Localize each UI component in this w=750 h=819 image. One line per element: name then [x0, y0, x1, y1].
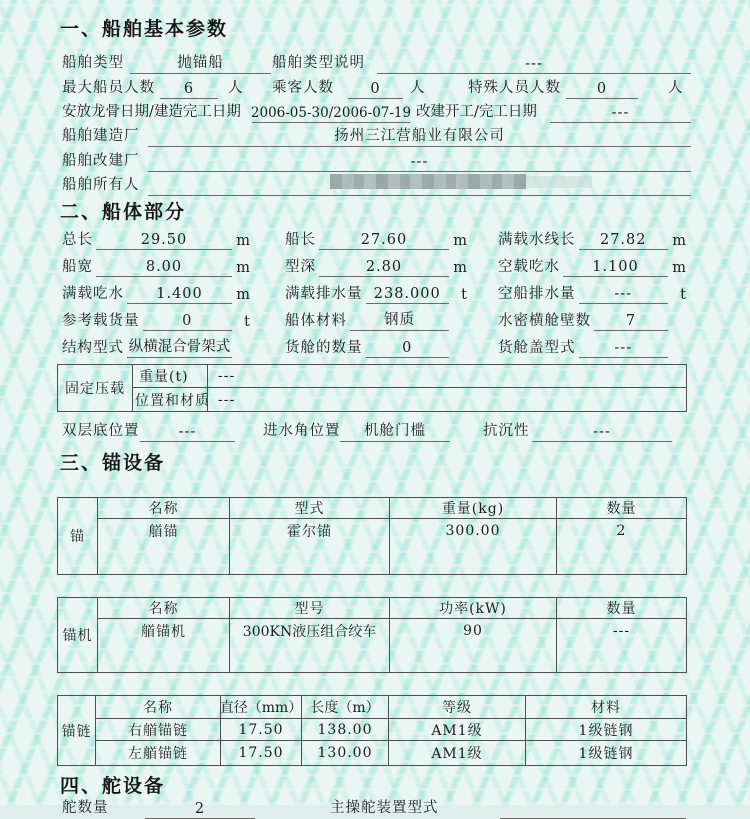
hull-field-value: 0 [366, 340, 450, 358]
double-bottom-label: 双层底位置 [62, 423, 140, 439]
chain-table-cell: AM1级 [388, 741, 525, 765]
anchor-table-cell: 霍尔锚 [229, 519, 389, 543]
hull-field-label: 空船排水量 [498, 286, 576, 302]
hull-column-2 [285, 228, 467, 363]
hull-field-unit: m [236, 260, 250, 276]
hull-field-label: 空载吃水 [498, 259, 560, 275]
flooding-angle-label: 进水角位置 [263, 423, 341, 439]
hull-field-label: 船体材料 [285, 313, 347, 329]
hull-field [498, 309, 686, 331]
fixed-ballast-label: 固定压载 [58, 365, 133, 411]
max-crew-value: 6 [160, 75, 218, 99]
section-heading-rudder: 四、舵设备 [60, 775, 166, 797]
hull-field-unit [449, 357, 467, 358]
chain-table-cell: 17.50 [220, 719, 301, 741]
anchor-table-header: 数量 [556, 498, 686, 519]
ship-type-value: 抛锚船 [130, 50, 271, 74]
fixed-ballast-table [57, 364, 687, 412]
hull-field-label: 船宽 [62, 259, 93, 275]
rudder-count-label: 舵数量 [62, 800, 109, 816]
hull-field [285, 336, 467, 358]
hull-field-value: 238.000 [366, 286, 450, 304]
hull-field [62, 282, 250, 304]
section-heading-basic: 一、船舶基本参数 [60, 18, 229, 40]
rebuilder-label: 船舶改建厂 [62, 153, 140, 169]
windlass-table-header: 名称 [98, 598, 229, 619]
chain-table-header: 长度（m） [301, 696, 388, 719]
hull-field-unit [232, 357, 250, 358]
hull-field-label: 货舱的数量 [285, 340, 363, 356]
hull-field [285, 309, 467, 331]
hull-field-value: 1.400 [127, 286, 232, 304]
ship-type-desc-value: --- [377, 50, 691, 74]
passengers-value: 0 [348, 75, 403, 99]
rebuilder-value: --- [148, 148, 691, 172]
windlass-table-cell: 艏锚机 [141, 624, 186, 640]
hull-field-value: 7 [594, 313, 668, 331]
anchor-table-empty-cell [556, 543, 686, 574]
chain-table-cell: 右艏锚链 [96, 719, 220, 741]
builder-label: 船舶建造厂 [62, 128, 140, 144]
hull-field-label: 满载水线长 [498, 232, 576, 248]
passengers-label: 乘客人数 [272, 80, 334, 96]
hull-field-value: 纵横混合骨架式 [127, 335, 232, 358]
anchor-table-cell: 300.00 [389, 519, 556, 543]
keel-build-dates-label: 安放龙骨日期/建造完工日期 [62, 104, 241, 120]
steering-gear-label: 主操舵装置型式 [330, 800, 439, 816]
special-personnel-value: 0 [566, 75, 638, 99]
hull-field [62, 336, 250, 358]
hull-column-1 [62, 228, 250, 363]
hull-field-value: 2.80 [319, 259, 449, 277]
anchor-table-empty-cell [229, 543, 389, 574]
windlass-table-cell: 90 [389, 619, 556, 643]
hull-field-unit [449, 330, 467, 331]
windlass-table-empty-cell [98, 643, 229, 672]
windlass-table-cell: --- [556, 619, 686, 643]
keel-build-dates-value: 2006-05-30/2006-07-19 [252, 99, 410, 123]
anchor-table-header: 重量(kg) [389, 498, 556, 519]
owner-label: 船舶所有人 [62, 177, 140, 193]
windlass-table-row-label: 锚机 [58, 598, 98, 672]
owner-redaction-block [330, 174, 526, 189]
hull-field-unit [668, 330, 686, 331]
windlass-table [57, 597, 687, 673]
hull-field-unit: t [244, 314, 250, 330]
anchor-table-cell: 艏锚 [148, 524, 179, 540]
section-heading-hull: 二、船体部分 [60, 201, 187, 223]
hull-field-label: 船长 [285, 232, 316, 248]
hull-field-value: --- [579, 286, 669, 304]
insubmersibility-label: 抗沉性 [483, 423, 530, 439]
ballast-position-label: 位置和材质 [133, 388, 208, 411]
hull-field-label: 型深 [285, 259, 316, 275]
hull-field [498, 282, 686, 304]
windlass-table-header: 型号 [229, 598, 389, 619]
hull-field-unit: m [236, 233, 250, 249]
hull-field-unit [668, 357, 686, 358]
hull-field-unit: m [236, 287, 250, 303]
chain-table-header: 直径（mm） [220, 696, 301, 719]
builder-value: 扬州三江营船业有限公司 [148, 123, 691, 147]
special-personnel-unit: 人 [668, 80, 684, 96]
hull-field [498, 255, 686, 277]
hull-field-label: 货舱盖型式 [498, 340, 576, 356]
ballast-position-value: --- [218, 391, 236, 408]
flooding-angle-value: 机舱门槛 [340, 418, 450, 442]
anchor-table-empty-cell [389, 543, 556, 574]
ballast-weight-label: 重量(t) [133, 365, 208, 388]
hull-field-value: 29.50 [96, 232, 232, 250]
anchor-table-empty-cell [98, 543, 229, 574]
chain-table-cell: 1级链钢 [525, 719, 686, 741]
rebuild-dates-value: --- [550, 99, 691, 123]
windlass-table-header: 功率(kW) [389, 598, 556, 619]
double-bottom-value: --- [140, 418, 235, 442]
max-crew-label: 最大船员人数 [62, 80, 155, 96]
hull-field [498, 336, 686, 358]
hull-field-unit: m [672, 260, 686, 276]
hull-column-3 [498, 228, 686, 363]
hull-field [285, 228, 467, 250]
rudder-count-value: 2 [145, 795, 255, 819]
windlass-table-empty-cell [389, 643, 556, 672]
chain-table-cell: 138.00 [301, 719, 388, 741]
chain-table-cell: 130.00 [301, 741, 388, 765]
chain-table-header: 名称 [96, 696, 220, 719]
ship-type-label: 船舶类型 [62, 55, 124, 71]
hull-field-value: 27.60 [319, 232, 449, 250]
chain-table-cell: 1级链钢 [525, 741, 686, 765]
section-heading-anchor: 三、锚设备 [60, 452, 166, 474]
passengers-unit: 人 [410, 80, 426, 96]
hull-field-unit: m [453, 233, 467, 249]
hull-field-value: 0 [143, 313, 233, 331]
insubmersibility-value: --- [532, 418, 672, 442]
hull-field-label: 满载排水量 [285, 286, 363, 302]
anchor-table-cell: 2 [556, 519, 686, 543]
hull-field [285, 282, 467, 304]
hull-field-value: 1.100 [563, 259, 668, 277]
steering-gear-value [500, 795, 686, 819]
hull-field [62, 255, 250, 277]
hull-field-value: 8.00 [96, 259, 232, 277]
windlass-table-empty-cell [556, 643, 686, 672]
hull-field-label: 参考载货量 [62, 313, 140, 329]
hull-field-value: 27.82 [579, 232, 669, 250]
hull-field-unit: t [680, 287, 686, 303]
hull-field-value: 钢质 [350, 308, 449, 331]
hull-field-label: 水密横舱壁数 [498, 313, 591, 329]
hull-field-unit: m [672, 233, 686, 249]
ship-type-desc-label: 船舶类型说明 [272, 55, 365, 71]
windlass-table-cell: 300KN液压组合绞车 [229, 619, 389, 643]
chain-table-header: 等级 [388, 696, 525, 719]
chain-table-cell: 17.50 [220, 741, 301, 765]
anchor-table-header: 名称 [98, 498, 229, 519]
chain-table [57, 695, 687, 766]
hull-field-label: 总长 [62, 232, 93, 248]
hull-field-label: 满载吃水 [62, 286, 124, 302]
windlass-table-empty-cell [229, 643, 389, 672]
hull-field [62, 228, 250, 250]
rebuild-dates-label: 改建开工/完工日期 [416, 104, 537, 120]
hull-field-value: --- [579, 340, 669, 358]
hull-field [285, 255, 467, 277]
chain-table-row-label: 锚链 [58, 696, 96, 765]
hull-field-unit: t [461, 287, 467, 303]
max-crew-unit: 人 [228, 80, 244, 96]
hull-field-unit: m [453, 260, 467, 276]
hull-field [62, 309, 250, 331]
chain-table-cell: 左艏锚链 [128, 746, 188, 762]
hull-field-label: 结构型式 [62, 340, 124, 356]
hull-field [498, 228, 686, 250]
chain-table-header: 材料 [525, 696, 686, 719]
ballast-weight-value: --- [208, 365, 686, 388]
anchor-table-header: 型式 [229, 498, 389, 519]
special-personnel-label: 特殊人员人数 [468, 80, 561, 96]
anchor-table-row-label: 锚 [58, 498, 98, 574]
windlass-table-header: 数量 [556, 598, 686, 619]
anchor-table [57, 497, 687, 575]
owner-redaction-fade [526, 176, 592, 188]
chain-table-cell: AM1级 [388, 719, 525, 741]
